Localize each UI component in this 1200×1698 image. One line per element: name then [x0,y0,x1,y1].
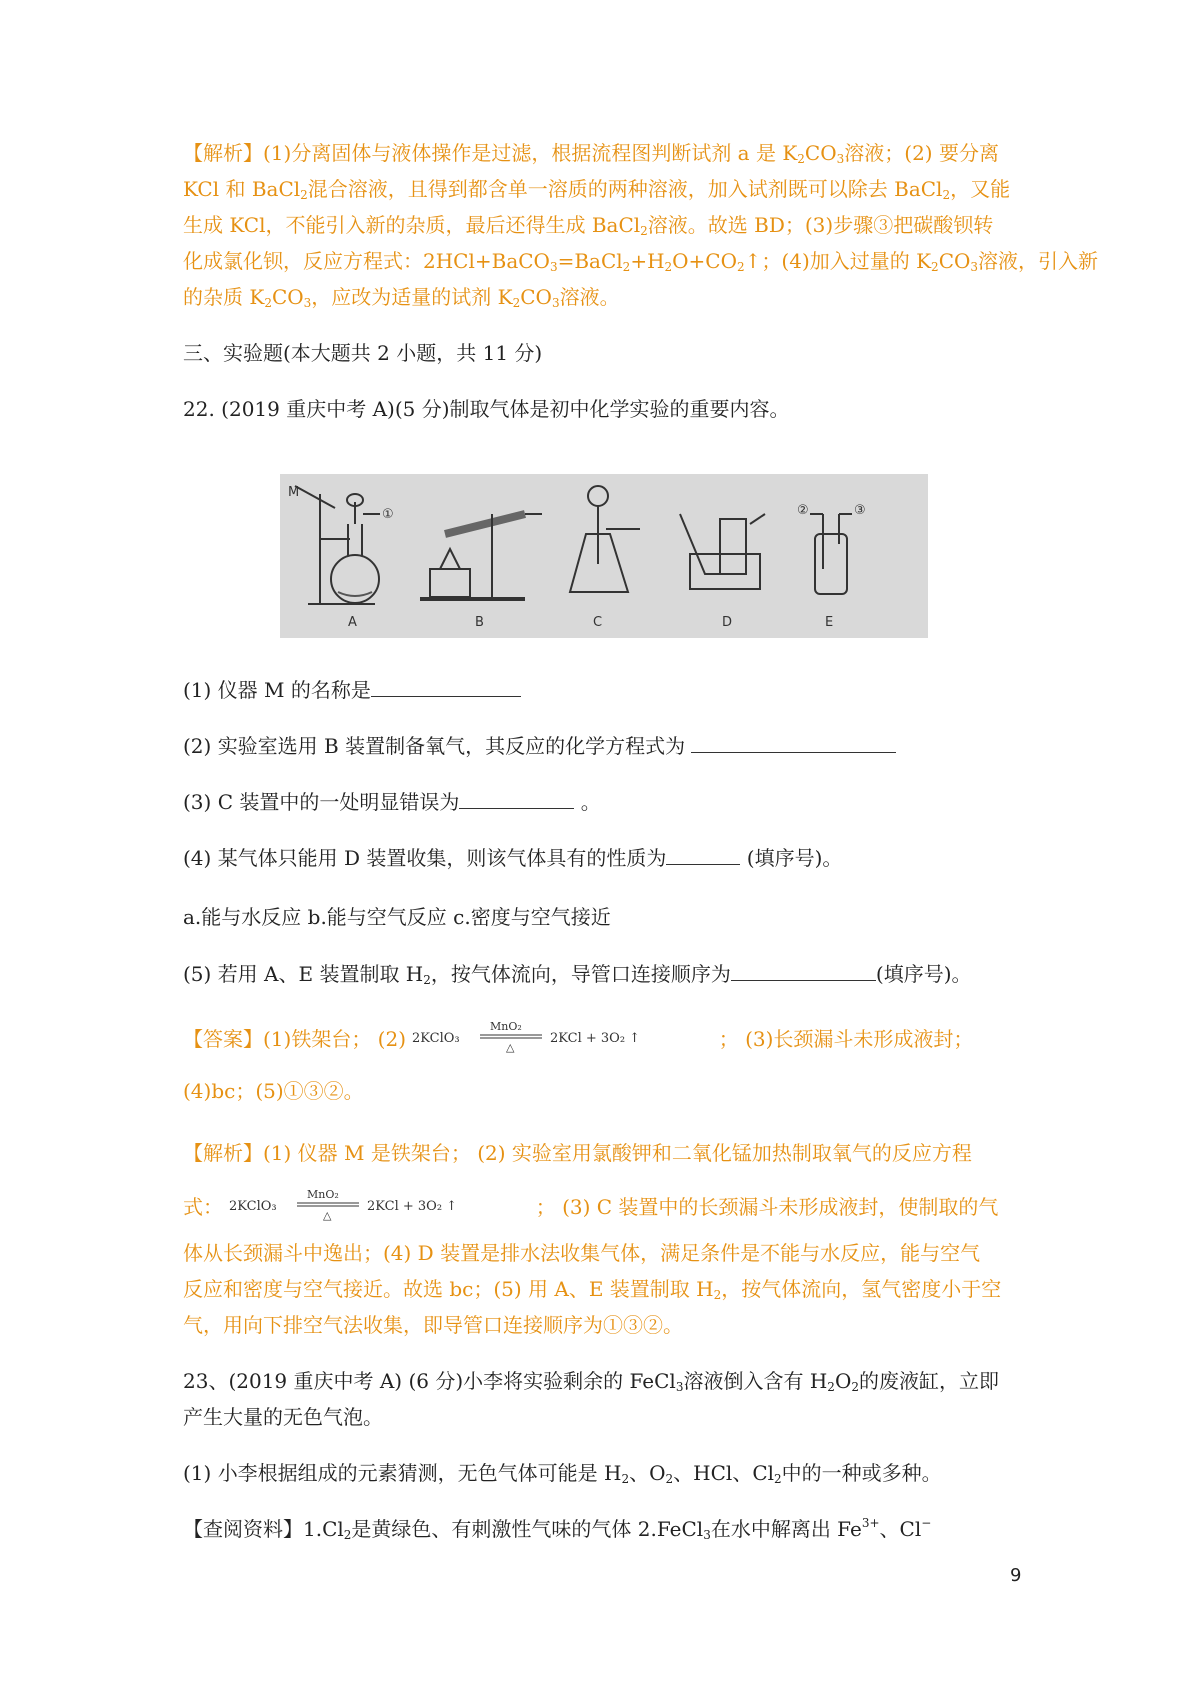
text: (2) 实验室选用 B 装置制备氧气，其反应的化学方程式为 [183,734,686,758]
text: =BaCl [557,249,623,273]
text: 的废液缸，立即 [858,1369,999,1393]
text: 中的一种或多种。 [781,1461,942,1485]
label-e: E [825,615,834,630]
eq-heat: △ [506,1041,515,1054]
page-number: 9 [1010,1565,1022,1586]
analysis-21-line-4: 化成氯化钡，反应方程式：$2HCl+BaCO_3=BaCl_2+H_2O+CO_2↑$；(4)加入过量的 $K_2CO_3$溶液，引入新 [183,249,1099,274]
label-circle-3: ③ [854,503,866,518]
equation-image [412,1020,712,1060]
text: 【解析】(1)分离固体与液体操作是过滤，根据流程图判断试剂 a 是 K [183,141,798,165]
q22-part-1 [183,676,521,703]
eq-lhs: 2KClO₃ [229,1199,277,1214]
label-m: M [288,485,300,500]
text: (1) 小李根据组成的元素猜测，无色气体可能是 H [183,1461,622,1485]
text: 式： [183,1195,223,1219]
text: 【答案】(1)铁架台； (2) [183,1027,413,1051]
text: O+CO [672,249,738,273]
q23-reference: 【查阅资料】$1.Cl_2$是黄绿色、有刺激性气味的气体 2.FeCl$_3$在水中解离出 $Fe^{3+}$、Cl− [183,1516,932,1542]
analysis-21-line-5: 的杂质 $K_2CO_3$，应改为适量的试剂 $K_2CO_3$溶液。 [183,285,620,310]
label-c: C [593,615,603,630]
text: 的杂质 K [183,285,265,309]
text: 、HCl、Cl [673,1461,775,1485]
text: (5) 若用 A、E 装置制取 H [183,962,424,986]
pointer-line [295,486,335,508]
q22-explanation-line-1: 【解析】(1) 仪器 M 是铁架台； (2) 实验室用氯酸钾和二氧化锰加热制取氧气的反应方程 [183,1141,972,1165]
eq-catalyst: MnO₂ [490,1020,523,1033]
text: 溶液；(2) 要分离 [844,141,999,165]
text: 溶液。故选 BD；(3)步骤③把碳酸钡转 [647,213,994,237]
analysis-21-line-3: 生成 KCl，不能引入新的杂质，最后还得生成 BaCl$_2$溶液。故选 BD；(3)步骤③把碳酸钡转 [183,213,994,238]
text: 3+ [861,1516,880,1530]
text: ，应改为适量的试剂 K [311,285,513,309]
text: 23、(2019 重庆中考 A) (6 分)小李将实验剩余的 FeCl [183,1369,676,1393]
text: 是黄绿色、有刺激性气味的气体 2.FeCl [351,1517,704,1541]
eq-rhs: 2KCl + 3O₂ ↑ [367,1199,458,1214]
lamp [430,569,470,597]
text: KCl 和 BaCl [183,177,301,201]
text: ，按气体流向，导管口连接顺序为 [430,962,731,986]
text: 溶液。 [559,285,620,309]
answer-blank[interactable] [731,960,876,981]
eq-lhs: 2KClO₃ [412,1031,460,1046]
funnel-top [588,486,608,506]
q22-part-5: (5) 若用 A、E 装置制取 $H_2$，按气体流向，导管口连接顺序为 (填序号)。 [183,962,972,987]
text: 混合溶液，且得到都含单一溶质的两种溶液，加入试剂既可以除去 BaCl [307,177,943,201]
text: +H [630,249,665,273]
q22-stem: 22. (2019 重庆中考 A)(5 分)制取气体是初中化学实验的重要内容。 [183,397,790,421]
label-d: D [722,615,733,630]
text: ，又能 [950,177,1011,201]
answer-blank[interactable] [666,844,740,865]
text: 反应和密度与空气接近。故选 bc；(5) 用 A、E 装置制取 H [183,1277,714,1301]
q23-stem-line-2: 产生大量的无色气泡。 [183,1405,383,1429]
apparatus-figure [280,474,928,638]
q22-part-2 [183,732,896,759]
q22-explanation-line-5: 气，用向下排空气法收集，即导管口连接顺序为①③②。 [183,1313,683,1337]
text: 化成氯化钡，反应方程式：2HCl+BaCO [183,249,550,273]
text: ； (3)长颈漏斗未形成液封； [718,1027,974,1051]
q23-stem-line-1: 23、(2019 重庆中考 A) (6 分)小李将实验剩余的 FeCl$_3$溶液倒入含有 $H_2O_2$的废液缸，立即 [183,1369,999,1394]
text: 、O [629,1461,666,1485]
q23-part-1: (1) 小李根据组成的元素猜测，无色气体可能是 $H_2$、$O_2$、HCl、$Cl_2$中的一种或多种。 [183,1461,942,1486]
q22-explanation-line-3: 体从长颈漏斗中逸出；(4) D 装置是排水法收集气体，满足条件是不能与水反应，能与空气 [183,1241,981,1265]
text: (填序号)。 [746,846,843,870]
answer-blank[interactable] [459,788,574,809]
text: (3) C 装置中的一处明显错误为 [183,790,460,814]
text: 、Cl [879,1517,922,1541]
eq-heat: △ [323,1209,332,1222]
q22-explanation-line-4: 反应和密度与空气接近。故选 bc；(5) 用 A、E 装置制取 $H_2$，按气体流向，氢气密度小于空 [183,1277,1002,1302]
answer-blank[interactable] [691,732,896,753]
label-a: A [348,615,357,630]
text: 溶液倒入含有 H [683,1369,828,1393]
label-circle-1: ① [382,507,394,522]
gas-jar [720,519,746,574]
label-circle-2: ② [797,503,809,518]
text: 。 [580,790,601,814]
q22-part-4 [183,844,842,871]
q22-part-3 [183,788,601,815]
text: 【查阅资料】1.Cl [183,1517,344,1541]
text: O [834,1369,852,1393]
q22-explanation-line-2 [183,1188,998,1228]
text: ，按气体流向，氢气密度小于空 [721,1277,1002,1301]
q22-answer-line-2: (4)bc；(5)①③②。 [183,1079,364,1103]
text: (填序号)。 [875,962,972,986]
analysis-21-line-2: KCl 和 BaCl$_2$混合溶液，且得到都含单一溶质的两种溶液，加入试剂既可以除去 BaCl$_2$，又能 [183,177,1011,202]
text: 溶液，引入新 [978,249,1099,273]
text: ↑；(4)加入过量的 K [744,249,932,273]
eq-rhs: 2KCl + 3O₂ ↑ [550,1031,641,1046]
text: (1) 仪器 M 的名称是 [183,678,371,702]
text: 生成 KCl，不能引入新的杂质，最后还得生成 BaCl [183,213,641,237]
q22-options: a.能与水反应 b.能与空气反应 c.密度与空气接近 [183,905,611,929]
apparatus-drawing [280,474,928,638]
section-heading: 三、实验题(本大题共 2 小题，共 11 分) [183,341,543,365]
water-trough [690,554,760,589]
text: − [921,1516,932,1530]
q22-answer-line-1 [183,1020,973,1060]
text: (4) 某气体只能用 D 装置收集，则该气体具有的性质为 [183,846,667,870]
text: 在水中解离出 Fe [710,1517,862,1541]
analysis-21-line-1: 【解析】(1)分离固体与液体操作是过滤，根据流程图判断试剂 a 是 $K_2CO_3$溶液；(2) 要分离 [183,141,999,166]
eq-catalyst: MnO₂ [307,1188,340,1201]
label-b: B [475,615,484,630]
bottle [815,534,847,594]
text: ； (3) C 装置中的长颈漏斗未形成液封，使制取的气 [535,1195,999,1219]
answer-blank[interactable] [371,676,521,697]
equation-image [229,1188,529,1228]
